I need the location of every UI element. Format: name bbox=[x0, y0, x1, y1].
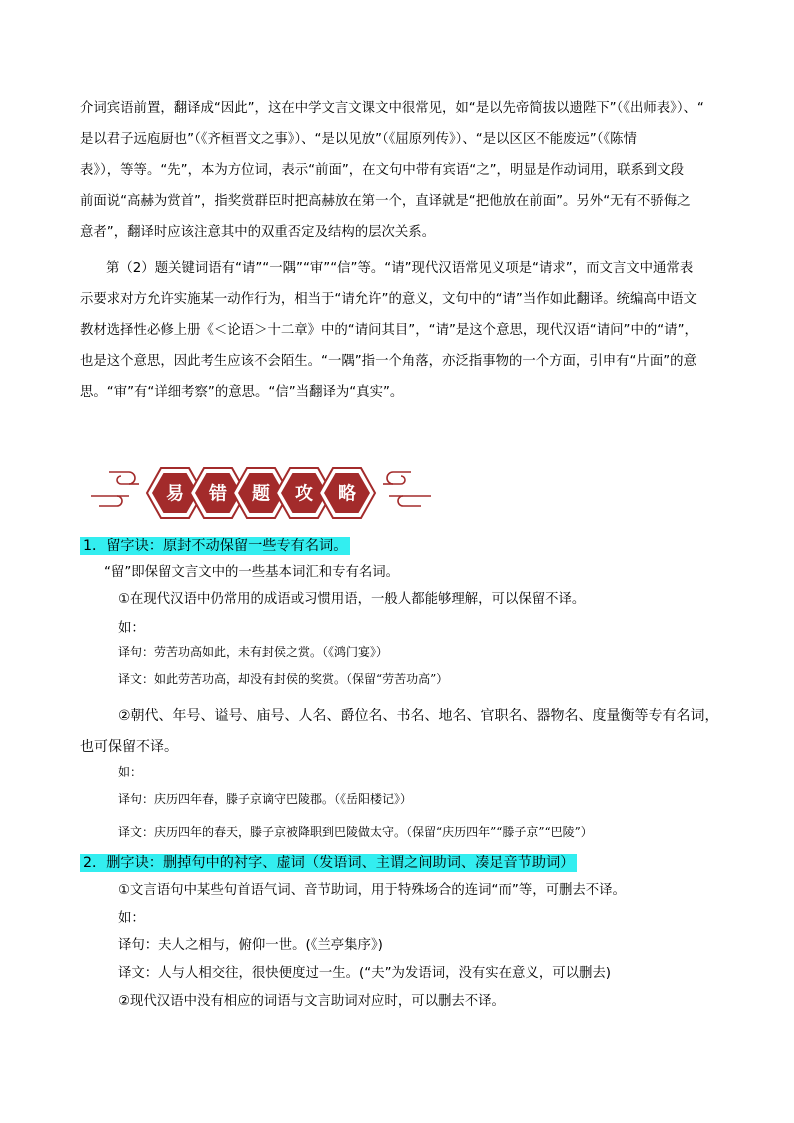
example-source: 译句：庆历四年春，滕子京谪守巴陵郡。（《岳阳楼记》） bbox=[118, 792, 413, 806]
point-2: ②朝代、年号、谥号、庙号、人名、爵位名、书名、地名、官职名、器物名、度量衡等专有名词， bbox=[118, 708, 719, 724]
text-line: 也是这个意思，因此考生应该不会陌生。“一隅”指一个角落，亦泛指事物的一个方面，引申有“片面”的意 bbox=[80, 354, 697, 369]
example-source: 译句：劳苦功高如此，未有封侯之赏。（《鸿门宴》） bbox=[118, 645, 389, 659]
point-2-continued: 也可保留不译。 bbox=[80, 739, 178, 755]
section-1-intro: “留”即保留文言文中的一些基本词汇和专有名词。 bbox=[104, 565, 400, 580]
banner-char: 错 bbox=[209, 483, 227, 505]
text-line: 示要求对方允许实施某一动作行为，相当于“请允许”的意义，文句中的“请”当作如此翻译。统编高中语文 bbox=[80, 292, 697, 307]
section-2-heading: 2．删字诀：删掉句中的衬字、虚词（发语词、主谓之间助词、凑足音节助词） bbox=[80, 854, 577, 872]
point-1: ①文言语句中某些句首语气词、音节助词，用于特殊场合的连词“而”等，可删去不译。 bbox=[118, 883, 626, 898]
example-translation: 译文：如此劳苦功高，却没有封侯的奖赏。（保留“劳苦功高”） bbox=[118, 672, 449, 686]
text-line: 意者”，翻译时应该注意其中的双重否定及结构的层次关系。 bbox=[80, 225, 436, 240]
text-line: 表》），等等。“先”，本为方位词，表示“前面”，在文句中带有宾语“之”，明显是作动词用，联系到文段 bbox=[80, 163, 685, 178]
scroll-decoration-right bbox=[383, 472, 431, 506]
example-translation: 译文：庆历四年的春天，滕子京被降职到巴陵做太守。（保留“庆历四年”“滕子京”“巴陵”） bbox=[118, 825, 593, 839]
banner-title bbox=[147, 468, 375, 518]
text-line: 第（2）题关键词语有“请”“一隅”“审”“信”等。“请”现代汉语常见义项是“请求”，而文言文中通常表 bbox=[106, 261, 694, 276]
banner-char: 略 bbox=[338, 483, 356, 505]
example-label: 如： bbox=[118, 765, 143, 779]
example-label: 如： bbox=[118, 911, 145, 926]
banner-char: 易 bbox=[166, 483, 184, 505]
banner-char: 题 bbox=[252, 483, 270, 505]
text-line: 思。“审”有“详细考察”的意思。“信”当翻译为“真实”。 bbox=[80, 385, 404, 400]
section-1-heading: 1．留字诀：原封不动保留一些专有名词。 bbox=[80, 537, 350, 555]
example-source: 译句：夫人之相与，俯仰一世。(《兰亭集序》) bbox=[118, 938, 383, 953]
point-2: ②现代汉语中没有相应的词语与文言助词对应时，可以删去不译。 bbox=[118, 994, 505, 1009]
point-1: ①在现代汉语中仍常用的成语或习惯用语，一般人都能够理解，可以保留不译。 bbox=[118, 592, 586, 607]
text-line: 前面说“高赫为赏首”，指奖赏群臣时把高赫放在第一个，直译就是“把他放在前面”。另外“无有不骄侮之 bbox=[80, 194, 691, 209]
text-line: 教材选择性必修上册《＜论语＞十二章》中的“请问其目”，“请”是这个意思，现代汉语“请问”中的“请”， bbox=[80, 323, 698, 338]
text-line: 介词宾语前置，翻译成“因此”，这在中学文言文课文中很常见，如“是以先帝简拔以遗陛下”（《出师表》）、“ bbox=[80, 101, 704, 116]
banner-char: 攻 bbox=[295, 483, 313, 505]
scroll-decoration-left bbox=[91, 472, 139, 506]
text-line: 是以君子远庖厨也”（《齐桓晋文之事》）、“是以见放”（《屈原列传》）、“是以区区不能废远”（《陈情 bbox=[80, 132, 637, 147]
hexagon-badge bbox=[319, 468, 375, 518]
section-banner bbox=[85, 458, 437, 524]
example-label: 如： bbox=[118, 621, 145, 636]
example-translation: 译文：人与人相交往，很快便度过一生。(“夫”为发语词，没有实在意义，可以删去) bbox=[118, 966, 611, 981]
